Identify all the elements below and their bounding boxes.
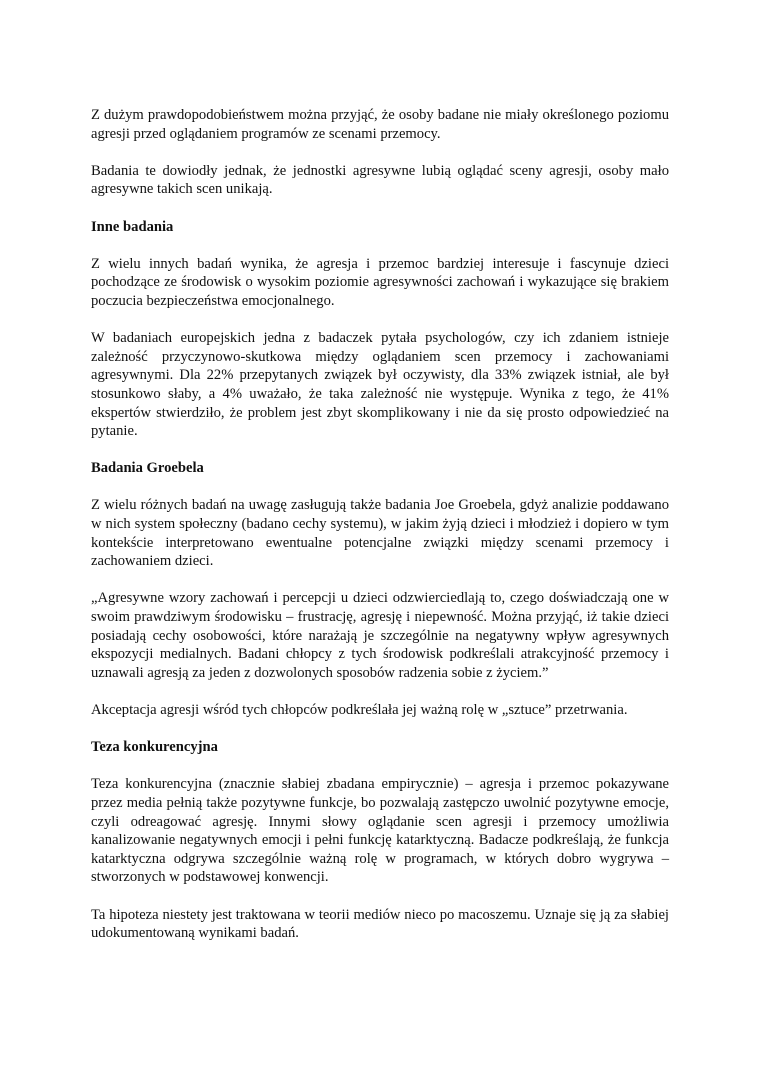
paragraph: Akceptacja agresji wśród tych chłopców podkreślała jej ważną rolę w „sztuce” przetrwania. xyxy=(91,702,628,718)
paragraph: Teza konkurencyjna (znacznie słabiej zbadana empirycznie) – agresja i przemoc pokazywane przez media pełnią także pozytywne funkcje, bo pozwalają zastępczo uwolnić pozytywne emocje, czyli odreagować agresję. Innymi słowy oglądanie scen agresji i przemocy umożliwia kanalizowanie negatywnych emocji i pełni funkcję katarktyczną. Badacze podkreślają, że funkcja katarktyczna odgrywa szczególnie ważną rolę w programach, w których dobro wygrywa – stworzonych w podstawowej konwencji. xyxy=(91,776,669,886)
paragraph: Z wielu różnych badań na uwagę zasługują także badania Joe Groebela, gdyż analizie poddawano w nich system społeczny (badano cechy systemu), w jakim żyją dzieci i młodzież i dopiero w tym kontekście interpretowano ewentualne potencjalne związki między scenami przemocy i zachowaniem dzieci. xyxy=(91,497,669,570)
section-heading: Badania Groebela xyxy=(91,460,204,477)
paragraph: W badaniach europejskich jedna z badaczek pytała psychologów, czy ich zdaniem istnieje zależność przyczynowo-skutkowa między oglądaniem scen przemocy i zachowaniami agresywnymi. Dla 22% przepytanych związek był oczywisty, dla 33% związek istniał, ale był stosunkowo słaby, a 4% uważało, że taka zależność nie występuje. Wynika z tego, że 41% ekspertów stwierdziło, że problem jest zbyt skomplikowany i nie da się prosto odpowiedzieć na pytanie. xyxy=(91,330,669,440)
quote-paragraph: „Agresywne wzory zachowań i percepcji u dzieci odzwierciedlają to, czego doświadczają one w swoim prawdziwym środowisku – frustrację, agresję i niepewność. Można przyjąć, iż takie dzieci posiadają cechy osobowości, które narażają je szczególnie na negatywny wpływ agresywnych ekspozycji medialnych. Badani chłopcy z tych środowisk podkreślali atrakcyjność przemocy i uznawali agresją za jeden z dozwolonych sposobów radzenia sobie z życiem.” xyxy=(91,590,669,681)
section-heading: Inne badania xyxy=(91,218,174,235)
paragraph: Z dużym prawdopodobieństwem można przyjąć, że osoby badane nie miały określonego poziomu agresji przed oglądaniem programów ze scenami przemocy. xyxy=(91,107,669,142)
paragraph: Ta hipoteza niestety jest traktowana w teorii mediów nieco po macoszemu. Uznaje się ją za słabiej udokumentowaną wynikami badań. xyxy=(91,906,669,942)
paragraph: Z wielu innych badań wynika, że agresja i przemoc bardziej interesuje i fascynuje dzieci pochodzące ze środowisk o wysokim poziomie agresywności zachowań i wykazujące się brakiem poczucia bezpieczeństwa emocjonalnego. xyxy=(91,255,669,309)
paragraph: Badania te dowiodły jednak, że jednostki agresywne lubią oglądać sceny agresji, osoby mało agresywne takich scen unikają. xyxy=(91,162,669,198)
section-heading: Teza konkurencyjna xyxy=(91,739,218,756)
document-page xyxy=(91,106,669,961)
